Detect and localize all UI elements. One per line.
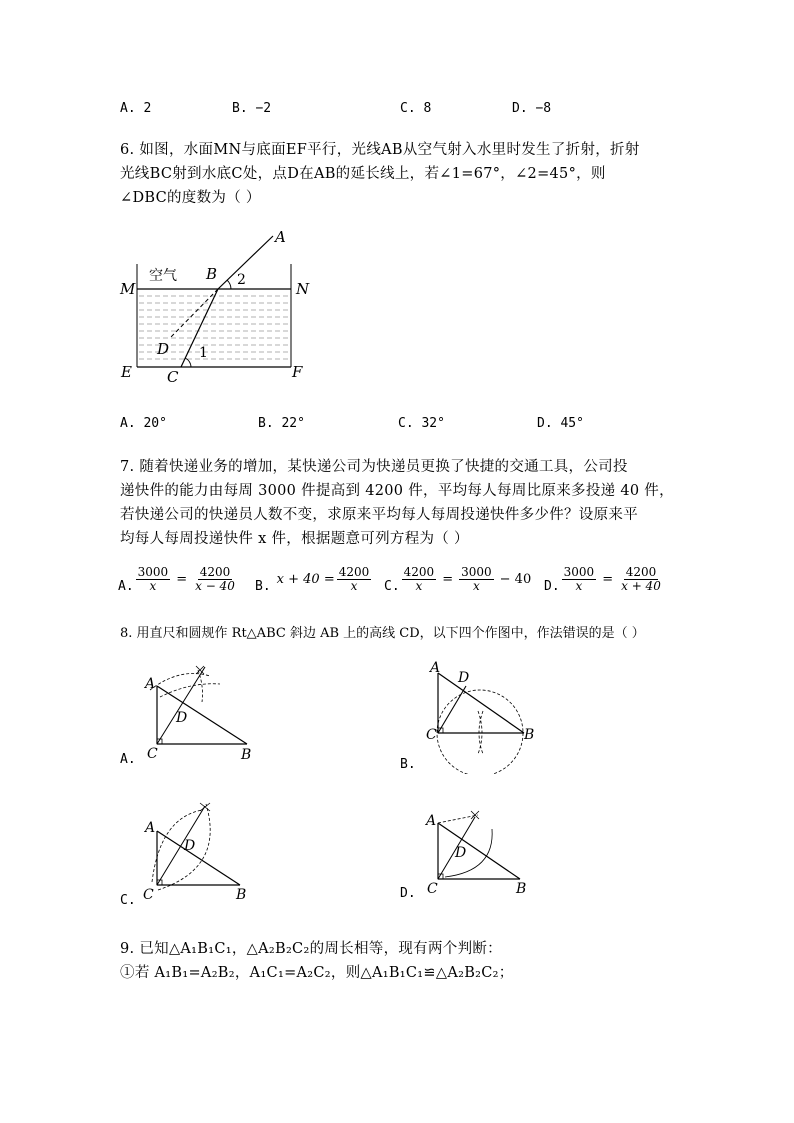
q8d-label-d: D [455,845,467,861]
q7-line-3: 若快递公司的快递员人数不变，求原来平均每人每周投递快件多少件？设原来平 [120,507,638,523]
q8-option-c-label: C. [120,893,136,908]
q8c-label-a: A [145,820,156,836]
q8-option-d-label: D. [400,886,416,901]
q8d-label-b: B [516,881,527,897]
q6-refraction-figure [115,222,315,387]
q8c-label-c: C [143,887,154,903]
q7-option-d [544,565,665,594]
label-a: A [275,228,286,246]
q6-option-c: C. 32° [398,416,445,431]
q9-line-1: 9. 已知△A₁B₁C₁，△A₂B₂C₂的周长相等，现有两个判断： [120,941,502,957]
q7a-frac2-den: x − 40 [195,579,235,593]
q7-option-c-label: C. [384,579,400,594]
q7-option-a-label: A. [118,579,134,594]
q5-option-a: A. 2 [120,101,152,116]
q6-option-b: B. 22° [258,416,305,431]
q7c-sign: = [442,572,454,587]
q6-option-d: D. 45° [537,416,584,431]
q8-figure-d [420,805,545,900]
q7d-frac2-num: 4200 [625,565,657,579]
label-angle-1: 1 [199,345,208,361]
q8a-label-d: D [176,710,188,726]
label-e: E [121,363,132,381]
label-air: 空气 [149,268,177,284]
q8b-label-b: B [524,727,535,743]
q7c-frac1-num: 4200 [403,565,435,579]
q5-option-c: C. 8 [400,101,432,116]
q6-line-1: 6. 如图，水面MN与底面EF平行，光线AB从空气射入水里时发生了折射，折射 [120,142,640,158]
q7b-left: x + 40 = [276,572,335,587]
q7b-frac-den: x [350,579,358,593]
q7d-frac2-den: x + 40 [621,579,661,593]
label-f: F [292,363,303,381]
q7-line-4: 均每人每周投递快件 x 件，根据题意可列方程为（ ） [120,531,469,547]
q8b-label-c: C [426,727,437,743]
q7c-frac2-num: 3000 [461,565,492,579]
q7c-tail: − 40 [499,572,532,587]
q7d-frac1-den: x [575,579,583,593]
label-angle-2: 2 [237,272,246,288]
q7a-frac2-num: 4200 [199,565,231,579]
q9-line-2 [120,961,514,982]
q7-option-a [118,565,239,594]
q6-option-a: A. 20° [120,416,167,431]
q8a-label-c: C [147,746,158,762]
q8d-label-c: C [427,881,438,897]
q7-option-b [255,565,373,594]
q8d-label-a: A [426,813,437,829]
q7a-frac1-num: 3000 [137,565,169,579]
q7a-sign: = [176,572,188,587]
q8b-label-a: A [430,660,441,676]
q7-line-1: 7. 随着快递业务的增加，某快递公司为快递员更换了快捷的交通工具，公司投 [120,459,628,475]
q7-option-b-label: B. [255,579,271,594]
q8-line: 8. 用直尺和圆规作 Rt△ABC 斜边 AB 上的高线 CD，以下四个作图中，作法错误的是（ ） [120,626,645,641]
q7-option-d-label: D. [544,579,560,594]
q8-figure-c [140,798,270,903]
q7d-sign: = [602,572,614,587]
q5-option-b: B. −2 [232,101,272,116]
q8-option-b-label: B. [400,757,416,772]
q7c-frac2-den: x [472,579,480,593]
q8a-label-b: B [241,747,252,762]
q7b-frac-num: 4200 [338,565,370,579]
q8b-label-d: D [458,670,470,686]
q8-option-a-label: A. [120,752,136,767]
q8-figure-b [420,656,545,774]
label-b: B [206,265,218,283]
q5-option-d: D. −8 [512,101,552,116]
label-c: C [167,368,179,386]
q6-line-3: ∠DBC的度数为（ ） [120,190,261,206]
q9-circle-1: ① [120,965,135,981]
q8-figure-a [140,662,270,762]
q7-line-2: 递快件的能力由每周 3000 件提高到 4200 件，平均每人每周比原来多投递 40 件， [120,483,674,499]
q8c-label-b: B [236,887,247,903]
q7a-frac1-den: x [149,579,157,593]
q8c-label-d: D [184,838,196,854]
q6-line-2: 光线BC射到水底C处，点D在AB的延长线上，若∠1=67°，∠2=45°，则 [120,166,606,182]
label-n: N [296,280,310,298]
q7c-frac1-den: x [415,579,423,593]
label-m: M [120,280,136,298]
q7-option-c [384,565,531,594]
q7d-frac1-num: 3000 [563,565,595,579]
q9-judgement-1: 若 A₁B₁=A₂B₂，A₁C₁=A₂C₂，则△A₁B₁C₁≌△A₂B₂C₂； [134,965,514,981]
q8a-label-a: A [145,676,156,692]
label-d: D [157,340,170,358]
